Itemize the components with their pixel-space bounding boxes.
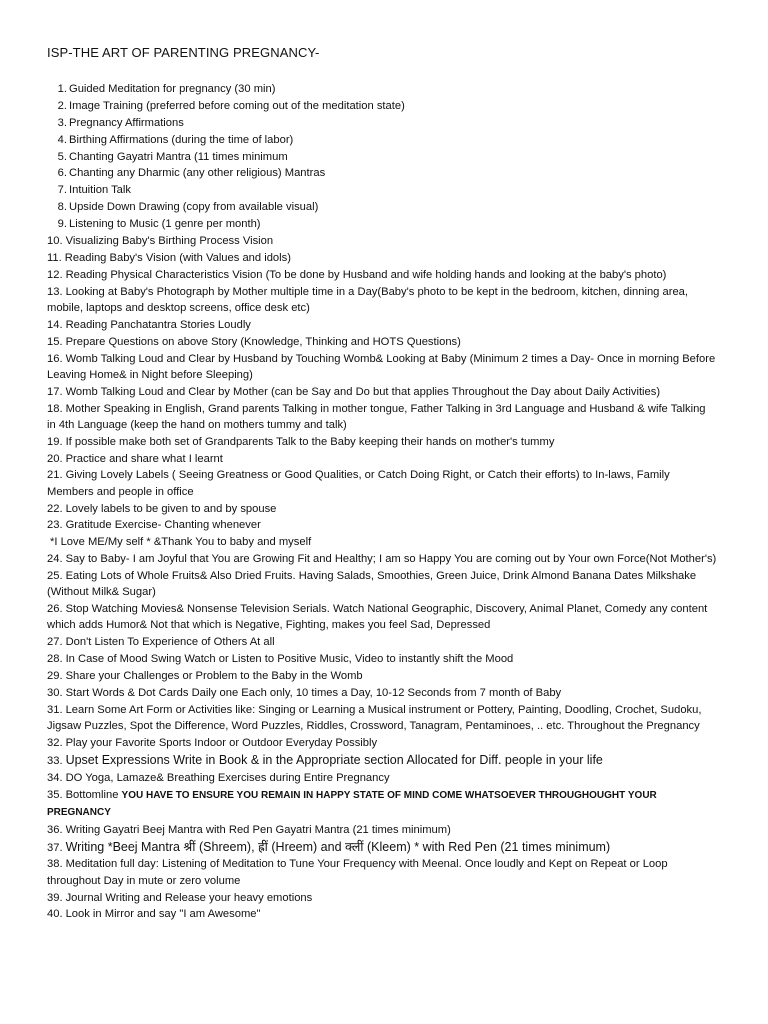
list-item-number: 26.: [47, 603, 63, 616]
list-item-number: 35.: [47, 788, 63, 801]
list-item: [47, 451, 717, 467]
list-item: [47, 132, 717, 148]
list-item: [47, 216, 717, 232]
list-item: [47, 906, 717, 922]
list-item: [47, 702, 717, 734]
list-item-text: Look in Mirror and say "I am Awesome": [65, 908, 261, 921]
list-item: [47, 199, 717, 215]
list-item: [47, 822, 717, 838]
list-item: [47, 517, 717, 533]
list-item-emphasis: YOU HAVE TO ENSURE YOU REMAIN IN HAPPY STATE OF MIND COME WHATSOEVER THROUGHOUGHT YOUR PREGNANCY: [47, 789, 657, 818]
list-item-number: 27.: [47, 636, 63, 649]
list-item-text: Don't Listen To Experience of Others At all: [65, 636, 275, 649]
list-item-text: Practice and share what I learnt: [65, 452, 223, 465]
list-item-text: In Case of Mood Swing Watch or Listen to Positive Music, Video to instantly shift the Mood: [65, 653, 514, 666]
list-item: [47, 770, 717, 786]
list-item: [47, 634, 717, 650]
list-item: [47, 551, 717, 567]
list-item: [47, 890, 717, 906]
list-item: [47, 334, 717, 350]
list-item-text: Looking at Baby's Photograph by Mother multiple time in a Day(Baby's photo to be kept in the bedroom, kitchen, dinning area, mobile, laptops and desktop screens, office desk etc): [47, 285, 688, 314]
list-item: [47, 115, 717, 131]
list-item-text: Upside Down Drawing (copy from available visual): [69, 201, 319, 214]
list-item-text: Pregnancy Affirmations: [69, 116, 184, 129]
list-item-text: Reading Baby's Vision (with Values and idols): [64, 251, 291, 264]
list-item-number: 29.: [47, 670, 63, 683]
list-item-text: Lovely labels to be given to and by spouse: [65, 502, 277, 515]
list-item-number: 40.: [47, 908, 63, 921]
list-item: [47, 839, 717, 856]
list-item-number: 7.: [57, 184, 67, 197]
list-item-text: Visualizing Baby's Birthing Process Vision: [65, 235, 274, 248]
list-item: [47, 668, 717, 684]
list-item-number: 3.: [57, 116, 67, 129]
list-item: [47, 149, 717, 165]
list-item-number: 2.: [57, 99, 67, 112]
list-item: [47, 165, 717, 181]
list-item-text: Bottomline: [65, 788, 119, 801]
list-item-text: Start Words & Dot Cards Daily one Each only, 10 times a Day, 10-12 Seconds from 7 month of Baby: [65, 686, 562, 699]
list-item-number: 5.: [57, 150, 67, 163]
list-item-number: 4.: [57, 133, 67, 146]
list-item-text: Guided Meditation for pregnancy (30 min): [69, 83, 276, 95]
list-item-text: Upset Expressions Write in Book & in the Appropriate section Allocated for Diff. people in your life: [65, 752, 603, 767]
list-item-number: 19.: [47, 435, 63, 448]
list-item-text: Writing *Beej Mantra श्रीं (Shreem), ह्रीं (Hreem) and क्लीं (Kleem) * with Red Pen (21 times minimum): [65, 839, 611, 854]
list-item-number: 16.: [47, 352, 63, 365]
list-item: [47, 501, 717, 517]
list-item: [47, 856, 717, 888]
list-item: [47, 568, 717, 600]
list-item: [47, 81, 717, 97]
list-item-number: 1.: [57, 83, 67, 95]
list-item: [47, 351, 717, 383]
list-item-number: 32.: [47, 736, 63, 749]
list-item-text: Meditation full day: Listening of Meditation to Tune Your Frequency with Meenal. Once loudly and Kept on Repeat or Loop throughout Day in mute or zero volume: [47, 858, 668, 887]
list-item-text: Gratitude Exercise- Chanting whenever: [65, 519, 261, 532]
list-item-text: DO Yoga, Lamaze& Breathing Exercises during Entire Pregnancy: [65, 771, 390, 784]
list-item-number: 11.: [47, 251, 62, 264]
list-item-number: 23.: [47, 519, 63, 532]
list-item: [47, 601, 717, 633]
list-item: [47, 685, 717, 701]
list-item-number: 21.: [47, 469, 63, 482]
list-item-number: 39.: [47, 891, 63, 904]
list-item-text: Mother Speaking in English, Grand parents Talking in mother tongue, Father Talking in 3rd Language and Husband & wife Talking in 4th Language (keep the hand on mothers tummy and talk): [47, 402, 706, 431]
list-item-text: Stop Watching Movies& Nonsense Television Serials. Watch National Geographic, Discovery, Animal Planet, Comedy any content which adds Humor& Not that which is Negative, Fighting, makes you feel Sad, Depressed: [47, 603, 708, 632]
list-item-number: 10.: [47, 235, 63, 248]
list-item-text: Womb Talking Loud and Clear by Husband by Touching Womb& Looking at Baby (Minimum 2 times a Day- Once in morning Before Leaving Home& in Night before Sleeping): [47, 352, 716, 381]
list-item-number: 34.: [47, 771, 63, 784]
list-item-number: 13.: [47, 285, 63, 298]
document-title: ISP-THE ART OF PARENTING PREGNANCY-: [47, 45, 320, 60]
list-item-text: Intuition Talk: [69, 184, 131, 197]
list-item: [47, 98, 717, 114]
list-item-text: Image Training (preferred before coming out of the meditation state): [69, 99, 405, 112]
list-item-number: 28.: [47, 653, 63, 666]
list-item-number: 14.: [47, 318, 63, 331]
list-item-number: 24.: [47, 553, 63, 566]
list-item-text: Prepare Questions on above Story (Knowledge, Thinking and HOTS Questions): [65, 335, 461, 348]
list-item-text: If possible make both set of Grandparents Talk to the Baby keeping their hands on mother's tummy: [65, 435, 555, 448]
numbered-list: [47, 81, 717, 923]
list-item: [47, 787, 717, 821]
list-item: [47, 752, 717, 769]
list-item: [47, 233, 717, 249]
list-item: [47, 434, 717, 450]
list-item: [47, 317, 717, 333]
list-item-number: 17.: [47, 385, 63, 398]
list-item: [47, 250, 717, 266]
list-item-text: Learn Some Art Form or Activities like: Singing or Learning a Musical instrument or Pottery, Painting, Doodling, Crochet, Sudoku, Jigsaw Puzzles, Spot the Difference, Word Puzzles, Riddles, Crossword, Tanagram, Pentaminoes, .. etc. Throughout the Pregnancy: [47, 703, 702, 733]
list-item-text: Womb Talking Loud and Clear by Mother (can be Say and Do but that applies Throughout the Day about Daily Activities): [65, 385, 661, 398]
list-item-text: Chanting Gayatri Mantra (11 times minimum: [69, 150, 288, 163]
list-item-number: 30.: [47, 686, 63, 699]
list-item: [47, 182, 717, 198]
list-item-text: Journal Writing and Release your heavy emotions: [65, 891, 313, 904]
list-item: [47, 735, 717, 751]
list-item-text: Share your Challenges or Problem to the Baby in the Womb: [65, 670, 363, 683]
list-item-text: Eating Lots of Whole Fruits& Also Dried Fruits. Having Salads, Smoothies, Green Juice, Drink Almond Banana Dates Milkshake (Without Milk& Sugar): [47, 570, 697, 599]
list-item-text: Giving Lovely Labels ( Seeing Greatness or Good Qualities, or Catch Doing Right, or Catch their efforts) to In-laws, Family Members and people in office: [47, 469, 670, 498]
list-item-number: 36.: [47, 823, 63, 836]
list-item-number: 12.: [47, 268, 63, 281]
list-item-number: 22.: [47, 502, 63, 515]
list-item: [47, 284, 717, 316]
list-item-number: 37.: [47, 841, 63, 854]
list-item-number: 31.: [47, 703, 63, 716]
list-item: [47, 467, 717, 499]
list-item-number: 18.: [47, 402, 63, 415]
list-item-number: 25.: [47, 570, 63, 583]
list-item: [47, 267, 717, 283]
list-item: [47, 651, 717, 667]
list-item-number: 20.: [47, 452, 63, 465]
list-item-text: Reading Physical Characteristics Vision (To be done by Husband and wife holding hands and looking at the baby's photo): [65, 268, 667, 281]
list-item-text: Reading Panchatantra Stories Loudly: [65, 318, 251, 331]
list-item-number: 38.: [47, 858, 63, 871]
list-item-text: Listening to Music (1 genre per month): [69, 218, 261, 231]
list-item-text: *I Love ME/My self * &Thank You to baby and myself: [50, 536, 312, 549]
list-item-text: Birthing Affirmations (during the time of labor): [69, 133, 294, 146]
list-item-number: 8.: [57, 201, 67, 214]
list-item: [47, 401, 717, 433]
list-item-text: Say to Baby- I am Joyful that You are Growing Fit and Healthy; I am so Happy You are coming out by Your own Force(Not Mother's): [65, 553, 717, 566]
list-item-number: 33.: [47, 754, 63, 767]
list-item-number: 9.: [57, 218, 67, 231]
list-item: [47, 384, 717, 400]
list-item-number: 6.: [57, 167, 67, 180]
list-item-text: Chanting any Dharmic (any other religious) Mantras: [69, 167, 326, 180]
list-item-number: 15.: [47, 335, 63, 348]
list-item-text: Writing Gayatri Beej Mantra with Red Pen Gayatri Mantra (21 times minimum): [65, 823, 451, 836]
list-item: [47, 534, 717, 550]
list-item-text: Play your Favorite Sports Indoor or Outdoor Everyday Possibly: [65, 736, 378, 749]
